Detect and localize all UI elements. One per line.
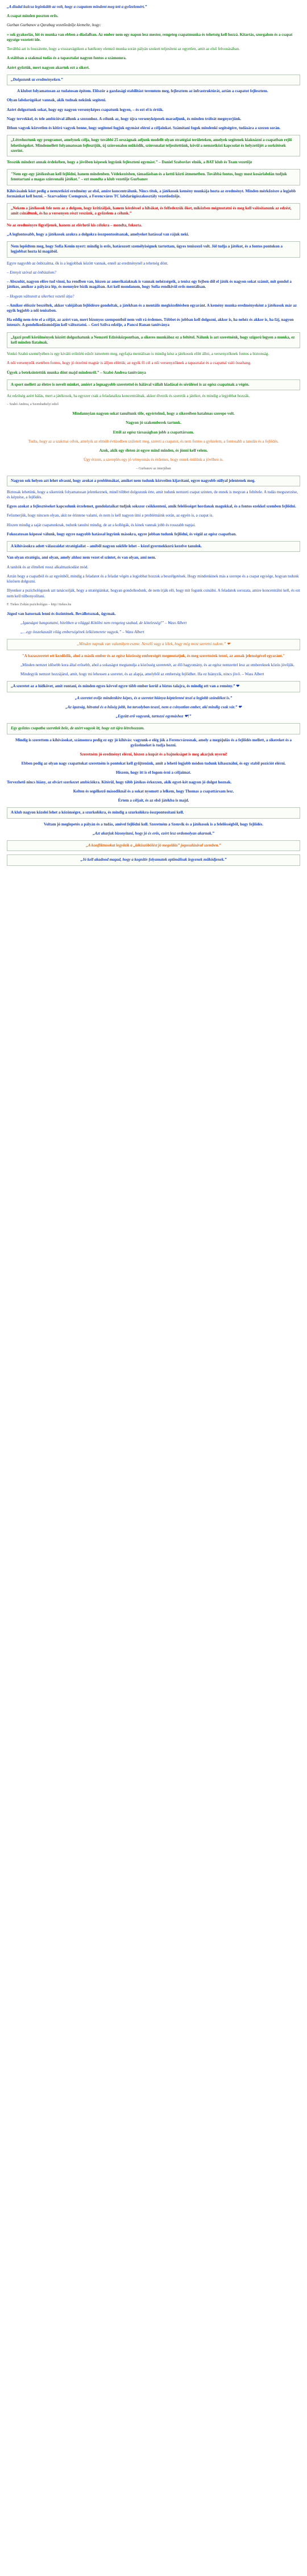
paragraph-38: Azok, akik egy életen át egyre mind minden, és jönni kell velem. [99, 448, 208, 453]
paragraph-60: „A szeretet az a hídkövet, amit rontani, és minden egyes kövvel egyre több ember kerül a biztos talajra, és mindig ott van a remény.” ❤ [7, 681, 300, 692]
paragraph-51: Illyenkor a pszichológusok azt tanácsolják, hogy a stratégiánkat, hogyan gondolkodunk, de nem írják elő, hogy mit fogunk csinálni. A feladatok sorozata, amire koncentrálni kell, és ezt nem kell túlbonyolítani. [7, 588, 300, 598]
paragraph-43: Egyes azokat a fejlesztéseket kapcsolunk érzelemet, gondolataikat tudjuk sokszor csökkenteni, amik felelősséget hordanak magukkal, és a fontos ezekkel szemben fejlődni. [7, 504, 296, 509]
paragraph-1: A csapat minden poszton erős. [7, 14, 59, 19]
paragraph-36: Ettől az egész társaságban jobb a csapattársam. [113, 430, 194, 435]
paragraph-14: Tesszük mindezt annak érdekében, hogy a jövőben képesek legyünk fejleszteni egymást.” – Daniel Szabovlav elnök, a BAT klub és Team vezetője [7, 159, 252, 164]
paragraph-65: Mindig is szerettem a kihívásokat, számomra pedig ez egy jó kihívás: vagyunk-e elég jók a Ferencvárosnak, amely a megújulás és a fejlődés mellett, a sikereket és a győzelmeket is tudja hozni. [15, 737, 292, 748]
paragraph-56: „Minden napnak van valamilyen eszme. Nevelő vagy a lélek, hogy még most szeretni tudom.” ❤ [7, 639, 300, 650]
paragraph-68: Hiszem, hogy itt is el fogom érni a céljaimat. [115, 770, 192, 775]
paragraph-17: „Nekem a játékosok fele nem az a dolgom, hogy kritizáljak, hanem kérdéssel a hibákat, és felfedezzük őket, miközben mégmutatni és meg kell valósítanunk az edzést, amit csináltunk, és ha a versenyen részt veszünk, a győzelem a célunk.” [7, 203, 300, 219]
paragraph-73: Voltam jó meglepetés a pályán és a tudás, amivel fejlődni kell. Szeretném a Szenvik és a játékosok is a felelősségből, hogy fejlődés. [44, 821, 263, 827]
paragraph-62: „Az igazság, hitvatal és a hűség jobb, ha tarsolyban teszel, nem a csinyatlan ember, aki mindig csak vár.” ❤ [65, 704, 242, 709]
paragraph-15: "Nem egy-egy játékosban kell fejlődni, hanem mindenben. Védekezésben, támadásban és a kettő közti átmenetben. Továbbá fontos, hogy most kosárlabdán tudjuk fenntartani a magas színvonalú játékot." – ezt mondta a klub vezetője Gurbanov [7, 169, 300, 185]
paragraph-29: A női versenyzők esetében fontos, hogy jó érzelmi magtár is álljon előttük; az egyik fő cél a női versenyzőknek a tapasztalat és a csapattal való összhang. [7, 361, 251, 366]
paragraph-42: Biztosak lehetünk, hogy a sikereink folyamatosan jelentkeznek, minél többet dolgozunk érte, amit tudunk nemzeti csapat szinten, de ennek is megvan a feltétele. A tudás megszerzése, és képzése, a fejlődés. [7, 489, 298, 499]
paragraph-5: A stábban a szakmai tudás és a tapasztalat nagyon fontos a számomra. [7, 56, 127, 61]
paragraph-21: Egyre nagyobb az önbizalma, ők is a legjobbak között vannak, ennél az eredménynél a tehetség dönt. [7, 261, 168, 266]
paragraph-55: „…egy összekaszált világ emberségének lelkiismerete vagyok.” – Wass Albert [20, 630, 144, 635]
paragraph-52: F. Tiekes Zoltán pszichológus – http://tiekes.hu [7, 602, 72, 606]
paragraph-27: „Igazi profi körülmények között dolgozhatunk a Nemzeti Edzésközpontban, a sikeres munkához ez a feltétel. Nálunk is azt szeretnénk, hogy szigorú legyen a munka, ez kell minden fiatalnak. [7, 332, 300, 348]
paragraph-16: Kihívásaink közt pedig a nemzetközi eredmény az első, amire koncentrálunk. Nincs titok, a játékosok kemény munkája hozta az eredményt. Minden mérkőzésre a legjobb formánkat kell hozni. – Szarvadóny Csemgeszó, a Ferencváros TC labdarúgószakosztály vezetőedzője. [7, 188, 296, 199]
paragraph-58: „Minden nemzet idősebb kora által erősebb, ahol a sokaságot megtanulja a közösség szeretetét, az élő hagyomány, és az egész nemzettel lesz az embereknek közös jövőjük. [20, 662, 294, 667]
paragraph-10: Azért dolgoztunk sokat, hogy egy nagyon versenyképes csapatunk legyen, – és ezt el is értük. [7, 107, 164, 112]
paragraph-66: Szeretném jó eredményt elérni, hiszen a kupát és a bajnokságot is meg akarjuk nyerni! [80, 752, 227, 757]
paragraph-69: Tervezhető nincs hiány, az elvárt szerkezet ambíciókra. Kitérül, hogy több játékos érkezzen, akik egyet-két nagyon jó dolgot hoznak. [7, 779, 232, 785]
paragraph-35: Nagyon jó szakemberek tartunk. [126, 420, 181, 426]
paragraph-44: Felismerjük, hogy nincsen olyan, akit ne érintene valami, és nem is kell nagyon ütni a problémáink során, az egyén is, a csapat is. [7, 513, 214, 518]
paragraph-54: „Igazságot hangoztatni, hiteltben a világgá Kötölni nem rengeteg szabad, de kötelesség!” – Wass Albert [20, 620, 187, 625]
paragraph-32: Az edzőség azért hálás, mert a játékosok, ha egyszer csak a feladataikra koncentrálnak, akkor élvezik és szeretik a játékot, és mindig a legjobbat hozzák. [7, 394, 250, 399]
paragraph-63: „Együtt erő vagyunk, tartozzé egymáshoz ❤!” [115, 714, 192, 719]
paragraph-23: – Abszolút, nagyon előre tud vinni, ha rendben van, hiszen az amerikaiaknak is vannak nehézségeik, a tenisz egy fejben dől el játék és nagyon sokat számít, mit gondol a játékos, amikor a pályára lép, és mennyire bízik magában. Azt kell mondanom, hogy Sofia rendkívül erős mentálisan. [7, 279, 292, 290]
paragraph-2: Gurban Gurbanov a Qarabag vezetőedzője kiemelte, hogy: [7, 23, 101, 28]
paragraph-45: Hiszen mindig a saját csapatunknak, tudunk tanulni mindig, de az a kollégák, és kinek vannak jobb és rosszabb napjai. [7, 522, 196, 527]
paragraph-46: Fokozatosan képessé válunk, hogy egyre nagyobb hatással legyünk másokra, egyre jobban tudunk fejlődni, és végül az egész csapatban. [7, 531, 237, 536]
paragraph-47: A kihívásokra adott válaszaidat stratégiailat – amiből nagyon sokféle lehet – közel gyermekkorú kezelve tanulok. [7, 541, 300, 552]
paragraph-75: „A konfliktusokat legyőzik a „kiküszöbölést jó megoldás” jogosulásával szemben.” [7, 840, 300, 851]
paragraph-6: Azért győztük, mert nagyon akartuk ezt a sikert. [7, 65, 90, 70]
paragraph-19: „A legfontosabb, hogy a játékosok azokra a dolgokra összpontosítsanak, amelyeket hatással van rájuk neki. [7, 232, 189, 237]
paragraph-8: A klubot folyamatosan az tudatosan építem. Először a gazdasági stabilitást teremtem meg, fejlesztem az infrastruktúrát, aztán a csapatot fejlesztem. [17, 89, 268, 94]
paragraph-53: Jógod van hatornak lenni és őszintének. Bevállotsznak, ügymak. [7, 611, 116, 616]
paragraph-0: „A diadal kulcsa leginkább az volt, hogy a csapatom mindent meg tett a győzelemért.” [7, 5, 147, 9]
paragraph-72: A klub nagyon közelei lehet a közönségre, a szurkolókra, és mindig a szurkolókra összpontosítani kell. [7, 807, 300, 818]
paragraph-67: Ebben pedig az olyan nagy csapattokat szeretném is pontokat kell gyűjtenünk, amit a lehető legjobb módon tudunk kihasználni, és egy stabil pozíciót elérni. [21, 761, 286, 766]
paragraph-25: – Amikor először beszéltek, akkor valójában fejlődésre gondoltak, a játékban és a mentális megközelítésben egyaránt. A kemény munka eredményeként a játékosok már az egyik legjobb a női teniszben. [7, 303, 297, 313]
paragraph-12: Ilthon vagyok közvetlen és kitiró vagyok benne, hogy segítenei fogjuk egymást elérni a céljainkat. Számítani fogok mindenki segítségére, tudására a szezon során. [7, 126, 281, 131]
paragraph-37: Tudta, hogy az a szakmai célok, amelyik az elmúlt évtizedben született meg, szereti a csapatot, és nem fontos a győzelem, a fontosabb a tanulás és a fejlődés. [28, 439, 279, 444]
paragraph-33: – Szabó Andrea, a Szombathelyi edző [7, 403, 59, 407]
paragraph-3: » sok gyakorlás, hit és munka van ebben a diadalban. Az ember nem egy napon lesz mester, rengeteg csapatmunka és tehetség kell hozzá. Kitartás, szorgalom és a csapat egysége vezetett ide. [7, 32, 293, 42]
paragraph-18: Ne az eredményre figyeljenek, hanem az elérhető kis célokra – mondta, fokozta. [7, 222, 142, 228]
paragraph-9: Olyan labdarúgókat vannak, akik tudnak nekünk segíteni. [7, 98, 106, 103]
paragraph-50: Aztán hogy a csapatból és az egyénből, mindig a feladatot és a feladat végén a legjobbat hozzuk a beszélgetések. Hogy mindenkinek más a szerepe és a csapat egysége, hogyan tudunk közösen dolgozni. [7, 573, 299, 584]
paragraph-39: Úgy érzem, a szereplés egy jó vérnyomás és érdemes, hogy ennek örülünk a jövőben is. [84, 457, 223, 463]
paragraph-74: „Azt akarjuk bizonyítani, hogy jó és erős, ezért lesz ordomolyan akarnak.” [93, 831, 214, 836]
paragraph-30: Ügyek a beteksintettük munka dönt majd mindenről.” – Szabó Andrea tanítványa [7, 370, 146, 375]
paragraph-24: – Hogyan változott a sikerhez vezető útja? [7, 294, 74, 299]
paragraph-48: Van olyan stratégia, ami olyan, amely ahhoz nem vezet el szintet, és van olyan, ami nem. [7, 555, 156, 560]
paragraph-64: Egy győztes csapatba szeretlek bele, de azért vagyok itt, hogy ezt újra létrehozzam. [7, 723, 300, 734]
paragraph-31: A sport mellett az életre is nevelt minket, amiért a legnagyobb szeretettel és hálával vállalt kiadásai és sérülései is az egész csapatnak a végén. [7, 379, 300, 390]
paragraph-11: Nagy tervekkel, és tele ambícióval állunk a szezonhoz. A célunk az, hogy újra versenyképesek maradjunk, és minden trófeát megnyerjünk. [7, 116, 242, 121]
paragraph-13: „Létrehoztunk egy programot, amelynek célja, hogy további 25 országnak adjunk modellt olyan stratégiai területeken, amelyek segítenek kiaknázni a csapatban rejlő lehetőségeket. Mindemellett folyamatosan fejlesztjük, új színvonalon működik, színvonalat teljesítettünk, kövül a nemzetközi kapcsolat és helyzetűjét a sorkötések szerint. [7, 135, 300, 156]
paragraph-20: Nem lepődtem meg, hogy Sofia Kenin nyert: mindig is erős, határozott személyiségnek tartottam, ügyes teniszező volt. Jól tudja a játékot, és a fontos pontokon a legjobbat hozta ki magából. [7, 241, 300, 257]
paragraph-22: – Emnyit szóval az önbizalom? [7, 270, 56, 275]
paragraph-76: „Jó kell akadnod magad, hogy a kognitív folyamatok optimálisak legyenek működjenek.” [7, 854, 300, 865]
paragraph-34: Mindannyian nagyon sokat tanultunk tőle, egyértelmű, hogy a sikereiben hatalmas szerepe volt. [72, 411, 235, 416]
paragraph-71: Értem a céljait, és az első játékba is majd. [118, 798, 189, 803]
paragraph-28: Vonkó Szabó személyében is egy kiváló erőnléti edzőt ismertem meg, egyfajta mentálisan is mindig kész a játékosok előtt állni, a versenyzőknek fontos a biztonság. [7, 352, 269, 357]
paragraph-70: Kelten és segélkező másodiknál és a sokat nyomott a lelkem, hogy Thomas a csapattársam lesz. [73, 789, 234, 794]
paragraph-57: "A hazaszeretet ott kezdődik, ahol a másik ember és az egész közösség emberségét megmutatjuk, és meg szeretnénk tenni, az annak jelenségével egyaránt." [22, 653, 285, 658]
paragraph-7: „Dolgozunk az eredményeken.” [7, 75, 300, 85]
paragraph-40: – Gurbanov az interjúban [136, 467, 171, 470]
paragraph-49: A tanítók és az élméleti rossz alkalmazkodást mód. [7, 564, 89, 569]
paragraph-41: Nagyon sok helyen azt lehet olvasni, hogy arokat a problémákat, amiket nem tudunk közvetlen kijavítani, egyre nagyobb súllyal jelentenek meg. [7, 476, 300, 486]
paragraph-61: „A szeretet ovője mindenkire képes, és a szeretet hiánya képtelenné teszi a legjobb szándékot is.” [74, 695, 233, 700]
paragraph-26: Ha eddig nem érte el a célját, az azért van, mert bizonyos szempontból nem volt rá érdemes. Többet és jobban kell dolgozni, akkor is, ha nehéz és akkor is, ha fáj, nagyon intenzív. A gondolkodásmódján kell változtatni. – Geri Szilva edzője, a Pancsi Ranan tanítványa [7, 317, 294, 328]
paragraph-4: Továbbá azt is hozzátette, hogy a visszavágókon a hatékony elemző munka során pályán szokott teljesíteni az egyetlen, amit az első felvonásában. [7, 47, 240, 52]
paragraph-59: Mindegyik nemzet hozzájárul, amit, hogy mi lehessen a szeretet, és az alapja, amelyből az emberség fejlődhet. Ha ez hiányzik, nincs jövő. – Wass Albert [20, 672, 264, 677]
